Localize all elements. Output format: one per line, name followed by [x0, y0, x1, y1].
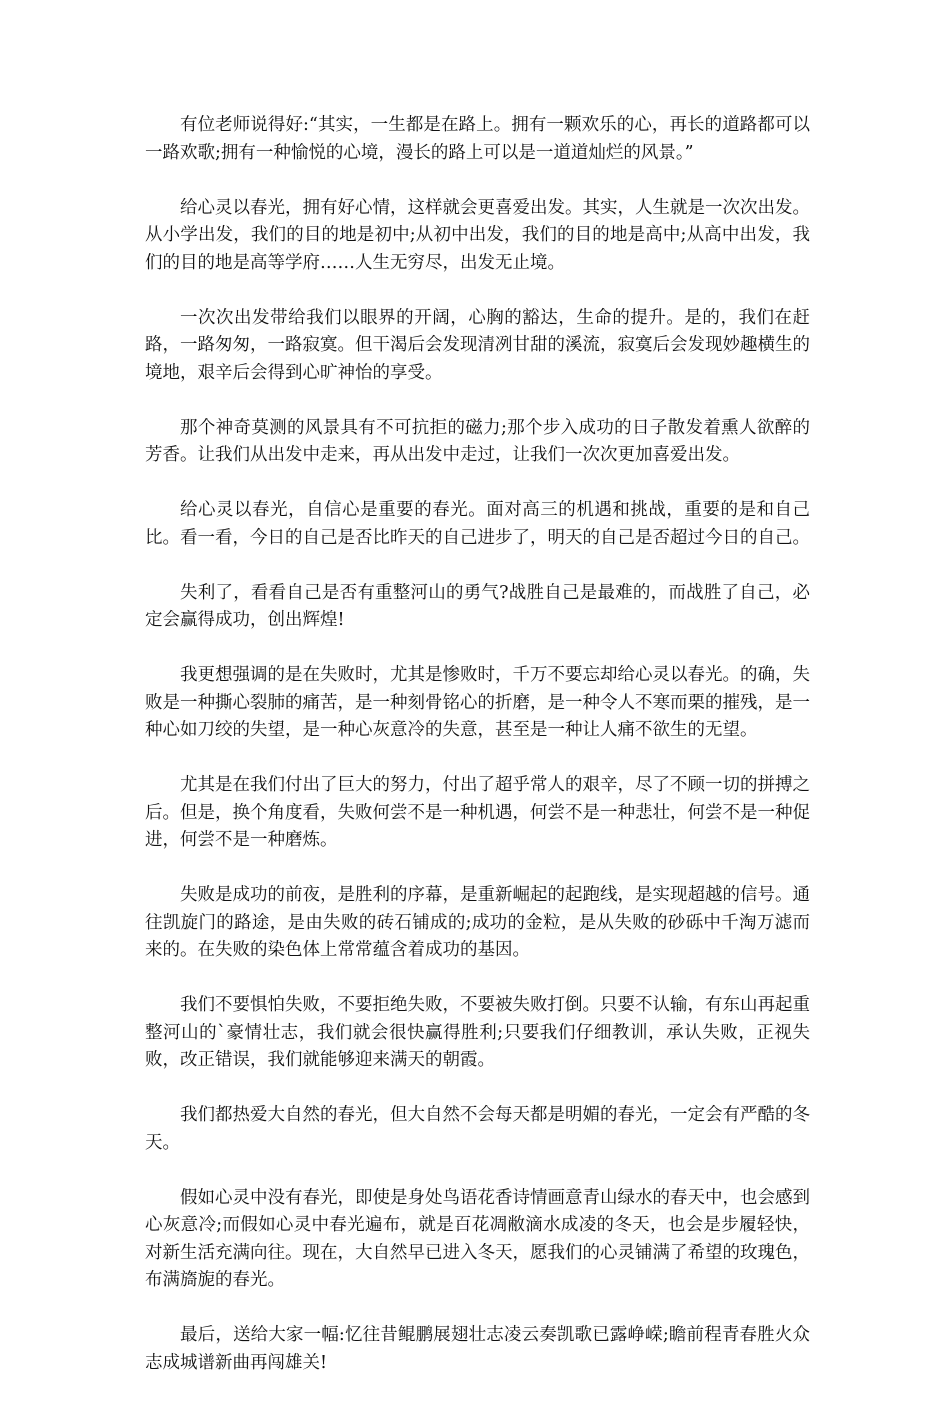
paragraph: 有位老师说得好:“其实，一生都是在路上。拥有一颗欢乐的心，再长的道路都可以一路欢歌;拥有一种愉悦的心境，漫长的路上可以是一道道灿烂的风景。”: [145, 115, 810, 163]
paragraph: 尤其是在我们付出了巨大的努力，付出了超乎常人的艰辛，尽了不顾一切的拼搏之后。但是，换个角度看，失败何尝不是一种机遇，何尝不是一种悲壮，何尝不是一种促进，何尝不是一种磨炼。: [145, 775, 810, 850]
paragraph: 我们都热爱大自然的春光，但大自然不会每天都是明媚的春光，一定会有严酷的冬天。: [145, 1105, 810, 1153]
paragraph: 一次次出发带给我们以眼界的开阔，心胸的豁达，生命的提升。是的，我们在赶路，一路匆匆，一路寂寞。但干渴后会发现清冽甘甜的溪流，寂寞后会发现妙趣横生的境地，艰辛后会得到心旷神怡的享受。: [145, 307, 810, 383]
paragraph: 失败是成功的前夜，是胜利的序幕，是重新崛起的起跑线，是实现超越的信号。通往凯旋门的路途，是由失败的砖石铺成的;成功的金粒，是从失败的砂砾中千淘万滤而来的。在失败的染色体上常常蕴含着成功的基因。: [145, 885, 810, 960]
paragraph: 我们不要惧怕失败，不要拒绝失败，不要被失败打倒。只要不认输，有东山再起重整河山的`豪情壮志，我们就会很快赢得胜利;只要我们仔细教训，承认失败，正视失败，改正错误，我们就能够迎来满天的朝霞。: [145, 995, 810, 1070]
paragraph: 失利了，看看自己是否有重整河山的勇气?战胜自己是最难的，而战胜了自己，必定会赢得成功，创出辉煌!: [145, 582, 810, 630]
paragraph: 假如心灵中没有春光，即使是身处鸟语花香诗情画意青山绿水的春天中，也会感到心灰意冷;而假如心灵中春光遍布，就是百花凋敝滴水成凌的冬天，也会是步履轻快，对新生活充满向往。现在，大自然早已进入冬天，愿我们的心灵铺满了希望的玫瑰色，布满旖旎的春光。: [145, 1187, 810, 1290]
document-body: [145, 112, 810, 1405]
paragraph: 给心灵以春光，自信心是重要的春光。面对高三的机遇和挑战，重要的是和自己比。看一看，今日的自己是否比昨天的自己进步了，明天的自己是否超过今日的自己。: [145, 500, 810, 548]
paragraph: 我更想强调的是在失败时，尤其是惨败时，千万不要忘却给心灵以春光。的确，失败是一种撕心裂肺的痛苦，是一种刻骨铭心的折磨，是一种令人不寒而栗的摧残，是一种心如刀绞的失望，是一种心灰意冷的失意，甚至是一种让人痛不欲生的无望。: [145, 665, 810, 740]
paragraph: 最后，送给大家一幅:忆往昔鲲鹏展翅壮志凌云奏凯歌已露峥嵘;瞻前程青春胜火众志成城谱新曲再闯雄关!: [145, 1325, 810, 1373]
paragraph: 给心灵以春光，拥有好心情，这样就会更喜爱出发。其实，人生就是一次次出发。从小学出发，我们的目的地是初中;从初中出发，我们的目的地是高中;从高中出发，我们的目的地是高等学府……人生无穷尽，出发无止境。: [145, 197, 810, 273]
paragraph: 那个神奇莫测的风景具有不可抗拒的磁力;那个步入成功的日子散发着熏人欲醉的芳香。让我们从出发中走来，再从出发中走过，让我们一次次更加喜爱出发。: [145, 417, 810, 465]
